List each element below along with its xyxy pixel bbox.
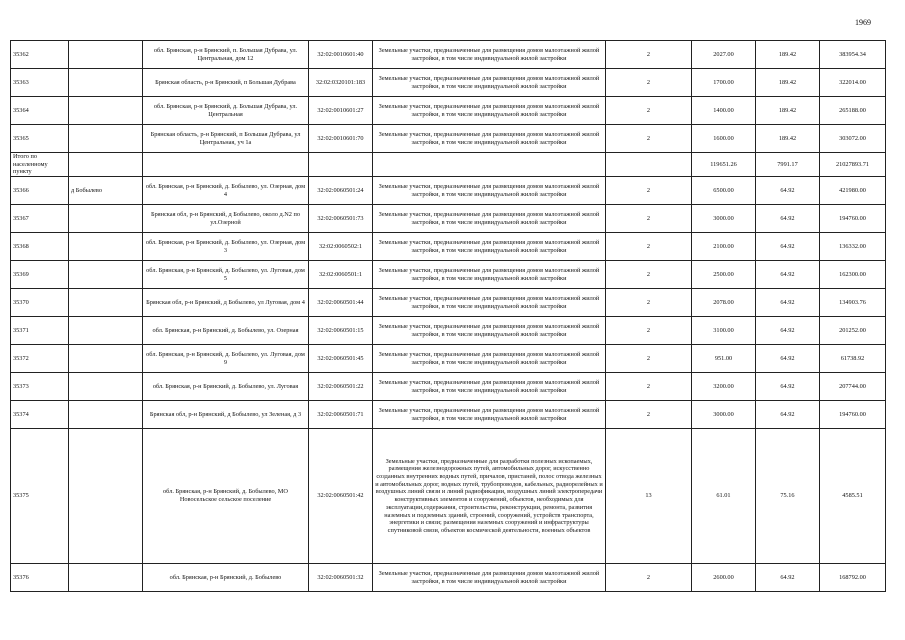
permitted-use-cell: Земельные участки, предназначенные для размещения домов малоэтажной жилой застройки, в том числе индивидуальной жилой застройки (373, 233, 606, 261)
rate-cell: 64.92 (756, 317, 820, 345)
permitted-use-cell: Земельные участки, предназначенные для размещения домов малоэтажной жилой застройки, в том числе индивидуальной жилой застройки (373, 345, 606, 373)
rate-cell: 75.16 (756, 429, 820, 564)
table-row (11, 564, 886, 592)
category-cell: 2 (606, 125, 692, 153)
category-cell (606, 153, 692, 177)
rate-cell: 64.92 (756, 345, 820, 373)
cadastral-value-cell: 265188.00 (820, 97, 886, 125)
cadastral-value-cell: 61738.92 (820, 345, 886, 373)
area-cell: 2600.00 (692, 564, 756, 592)
cadastral-value-cell: 194760.00 (820, 401, 886, 429)
locality-cell (69, 233, 143, 261)
area-cell: 3000.00 (692, 401, 756, 429)
category-cell: 2 (606, 69, 692, 97)
rate-cell: 7991.17 (756, 153, 820, 177)
permitted-use-cell: Земельные участки, предназначенные для размещения домов малоэтажной жилой застройки, в том числе индивидуальной жилой застройки (373, 401, 606, 429)
cadastral-value-cell: 134903.76 (820, 289, 886, 317)
permitted-use-cell: Земельные участки, предназначенные для размещения домов малоэтажной жилой застройки, в том числе индивидуальной жилой застройки (373, 69, 606, 97)
cadastral-value-cell: 383954.34 (820, 41, 886, 69)
cadastral-value-cell: 201252.00 (820, 317, 886, 345)
cadastral-number-cell: 32:02:0060501:24 (309, 177, 373, 205)
cadastral-number-cell: 32:02:0060501:1 (309, 261, 373, 289)
category-cell: 2 (606, 289, 692, 317)
cadastral-number-cell: 32:02:0060501:44 (309, 289, 373, 317)
cadastral-number-cell: 32:02:0060501:73 (309, 205, 373, 233)
locality-cell (69, 373, 143, 401)
cadastral-value-cell: 21027893.71 (820, 153, 886, 177)
address-cell: Брянская область, р-н Брянский, п Большая Дубрава (143, 69, 309, 97)
row-id-cell: 35374 (11, 401, 69, 429)
rate-cell: 189.42 (756, 41, 820, 69)
area-cell: 1400.00 (692, 97, 756, 125)
rate-cell: 64.92 (756, 289, 820, 317)
cadastral-value-cell: 421980.00 (820, 177, 886, 205)
table-row (11, 317, 886, 345)
cadastral-value-cell: 4585.51 (820, 429, 886, 564)
address-cell: обл. Брянская, р-н Брянский, д. Бобылево (143, 564, 309, 592)
row-id-cell: 35369 (11, 261, 69, 289)
table-row (11, 429, 886, 564)
table-row (11, 97, 886, 125)
cadastral-value-cell: 207744.00 (820, 373, 886, 401)
permitted-use-cell: Земельные участки, предназначенные для размещения домов малоэтажной жилой застройки, в том числе индивидуальной жилой застройки (373, 564, 606, 592)
locality-cell (69, 153, 143, 177)
locality-cell (69, 261, 143, 289)
category-cell: 13 (606, 429, 692, 564)
table-row (11, 177, 886, 205)
cadastral-number-cell: 32:02:0320101:183 (309, 69, 373, 97)
locality-cell (69, 564, 143, 592)
table-row (11, 125, 886, 153)
permitted-use-cell: Земельные участки, предназначенные для размещения домов малоэтажной жилой застройки, в том числе индивидуальной жилой застройки (373, 97, 606, 125)
area-cell: 2100.00 (692, 233, 756, 261)
cadastral-number-cell: 32:02:0060502:1 (309, 233, 373, 261)
area-cell: 951.00 (692, 345, 756, 373)
cadastral-number-cell: 32:02:0060501:45 (309, 345, 373, 373)
area-cell: 2027.00 (692, 41, 756, 69)
permitted-use-cell: Земельные участки, предназначенные для размещения домов малоэтажной жилой застройки, в том числе индивидуальной жилой застройки (373, 205, 606, 233)
area-cell: 1600.00 (692, 125, 756, 153)
row-id-cell: 35367 (11, 205, 69, 233)
row-id-cell: 35365 (11, 125, 69, 153)
area-cell: 1700.00 (692, 69, 756, 97)
locality-cell (69, 401, 143, 429)
address-cell: обл. Брянская, р-н Брянский, д. Бобылево, ул. Озерная, дом 4 (143, 177, 309, 205)
address-cell: обл. Брянская, р-н Брянский, д. Бобылево, МО Новосельское сельское поселение (143, 429, 309, 564)
cadastral-value-cell: 194760.00 (820, 205, 886, 233)
rate-cell: 64.92 (756, 564, 820, 592)
locality-cell (69, 205, 143, 233)
cadastral-number-cell: 32:02:0060501:42 (309, 429, 373, 564)
permitted-use-cell: Земельные участки, предназначенные для размещения домов малоэтажной жилой застройки, в том числе индивидуальной жилой застройки (373, 41, 606, 69)
category-cell: 2 (606, 97, 692, 125)
area-cell: 119651.26 (692, 153, 756, 177)
row-id-cell: 35371 (11, 317, 69, 345)
cadastral-number-cell (309, 153, 373, 177)
address-cell: обл. Брянская, р-н Брянский, д. Бобылево, ул. Луговая, дом 5 (143, 261, 309, 289)
row-id-cell: 35376 (11, 564, 69, 592)
category-cell: 2 (606, 261, 692, 289)
category-cell: 2 (606, 233, 692, 261)
row-id-cell: Итого по населенному пункту (11, 153, 69, 177)
table-row (11, 69, 886, 97)
row-id-cell: 35363 (11, 69, 69, 97)
address-cell: Брянская обл, р-н Брянский, д Бобылево, ул Зеленая, д 3 (143, 401, 309, 429)
category-cell: 2 (606, 345, 692, 373)
cadastral-value-cell: 322014.00 (820, 69, 886, 97)
cadastral-value-cell: 303072.00 (820, 125, 886, 153)
row-id-cell: 35373 (11, 373, 69, 401)
row-id-cell: 35366 (11, 177, 69, 205)
area-cell: 2078.00 (692, 289, 756, 317)
permitted-use-cell: Земельные участки, предназначенные для размещения домов малоэтажной жилой застройки, в том числе индивидуальной жилой застройки (373, 125, 606, 153)
rate-cell: 64.92 (756, 177, 820, 205)
category-cell: 2 (606, 401, 692, 429)
rate-cell: 64.92 (756, 373, 820, 401)
rate-cell: 189.42 (756, 125, 820, 153)
cadastral-number-cell: 32:02:0060501:15 (309, 317, 373, 345)
table-row (11, 373, 886, 401)
permitted-use-cell: Земельные участки, предназначенные для разработки полезных ископаемых, размещения железнодорожных путей, автомобильных дорог, искусственно созданных внутренних водных путей, причалов, пристаней, полос отвода железных и автомобильных дорог, водных путей, трубопроводов, кабельных, радиорелейных и воздушных линий связи и линий радиофикации, воздушных линий электропередачи конструктивных элементов и сооружений, объектов, необходимых для эксплуатации,содержания, строительства, реконструкции, ремонта, развития наземных и подземных зданий, строений, сооружений, устройств транспорта, энергетики и связи; размещения наземных сооружений и инфраструктуры спутниковой связи, объектов космической деятельности, военных объектов (373, 429, 606, 564)
address-cell: обл. Брянская, р-н Брянский, д. Бобылево, ул. Луговая (143, 373, 309, 401)
cadastral-value-cell: 168792.00 (820, 564, 886, 592)
permitted-use-cell (373, 153, 606, 177)
permitted-use-cell: Земельные участки, предназначенные для размещения домов малоэтажной жилой застройки, в том числе индивидуальной жилой застройки (373, 261, 606, 289)
address-cell: обл. Брянская, р-н Брянский, д. Бобылево, ул. Озерная (143, 317, 309, 345)
table-row (11, 41, 886, 69)
cadastral-value-cell: 136332.00 (820, 233, 886, 261)
locality-cell (69, 429, 143, 564)
permitted-use-cell: Земельные участки, предназначенные для размещения домов малоэтажной жилой застройки, в том числе индивидуальной жилой застройки (373, 317, 606, 345)
locality-cell (69, 289, 143, 317)
rate-cell: 64.92 (756, 233, 820, 261)
locality-cell (69, 69, 143, 97)
address-cell: Брянская область, р-н Брянский, п Большая Дубрава, ул Центральная, уч 1а (143, 125, 309, 153)
table-row (11, 401, 886, 429)
table-row (11, 205, 886, 233)
land-registry-table (10, 40, 886, 592)
row-id-cell: 35372 (11, 345, 69, 373)
table-row (11, 261, 886, 289)
locality-cell: д Бобылево (69, 177, 143, 205)
address-cell: обл. Брянская, р-н Брянский, д. Большая Дубрава, ул. Центральная (143, 97, 309, 125)
cadastral-value-cell: 162300.00 (820, 261, 886, 289)
permitted-use-cell: Земельные участки, предназначенные для размещения домов малоэтажной жилой застройки, в том числе индивидуальной жилой застройки (373, 177, 606, 205)
address-cell: обл. Брянская, р-н Брянский, д. Бобылево, ул. Озерная, дом 3 (143, 233, 309, 261)
area-cell: 6500.00 (692, 177, 756, 205)
table-row (11, 289, 886, 317)
address-cell: обл. Брянская, р-н Брянский, п. Большая Дубрава, ул. Центральная, дом 12 (143, 41, 309, 69)
cadastral-number-cell: 32:02:0060501:22 (309, 373, 373, 401)
locality-cell (69, 317, 143, 345)
rate-cell: 189.42 (756, 69, 820, 97)
cadastral-number-cell: 32:02:0010601:40 (309, 41, 373, 69)
locality-cell (69, 41, 143, 69)
locality-cell (69, 125, 143, 153)
address-cell (143, 153, 309, 177)
rate-cell: 64.92 (756, 401, 820, 429)
permitted-use-cell: Земельные участки, предназначенные для размещения домов малоэтажной жилой застройки, в том числе индивидуальной жилой застройки (373, 373, 606, 401)
address-cell: обл. Брянская, р-н Брянский, д. Бобылево, ул. Луговая, дом 9 (143, 345, 309, 373)
permitted-use-cell: Земельные участки, предназначенные для размещения домов малоэтажной жилой застройки, в том числе индивидуальной жилой застройки (373, 289, 606, 317)
cadastral-number-cell: 32:02:0010601:70 (309, 125, 373, 153)
row-id-cell: 35362 (11, 41, 69, 69)
row-id-cell: 35368 (11, 233, 69, 261)
address-cell: Брянская обл, р-н Брянский, д Бобылево, ул Луговая, дом 4 (143, 289, 309, 317)
locality-cell (69, 345, 143, 373)
row-id-cell: 35375 (11, 429, 69, 564)
area-cell: 3000.00 (692, 205, 756, 233)
row-id-cell: 35364 (11, 97, 69, 125)
locality-cell (69, 97, 143, 125)
rate-cell: 64.92 (756, 205, 820, 233)
cadastral-number-cell: 32:02:0010601:27 (309, 97, 373, 125)
table-row (11, 233, 886, 261)
area-cell: 3200.00 (692, 373, 756, 401)
category-cell: 2 (606, 177, 692, 205)
category-cell: 2 (606, 317, 692, 345)
area-cell: 61.01 (692, 429, 756, 564)
rate-cell: 64.92 (756, 261, 820, 289)
area-cell: 2500.00 (692, 261, 756, 289)
area-cell: 3100.00 (692, 317, 756, 345)
category-cell: 2 (606, 41, 692, 69)
cadastral-number-cell: 32:02:0060501:71 (309, 401, 373, 429)
category-cell: 2 (606, 373, 692, 401)
total-row (11, 153, 886, 177)
row-id-cell: 35370 (11, 289, 69, 317)
category-cell: 2 (606, 205, 692, 233)
rate-cell: 189.42 (756, 97, 820, 125)
page-number: 1969 (855, 18, 871, 27)
cadastral-number-cell: 32:02:0060501:32 (309, 564, 373, 592)
category-cell: 2 (606, 564, 692, 592)
address-cell: Брянская обл, р-н Брянский, д Бобылево, около д.N2 по ул.Озерной (143, 205, 309, 233)
table-row (11, 345, 886, 373)
